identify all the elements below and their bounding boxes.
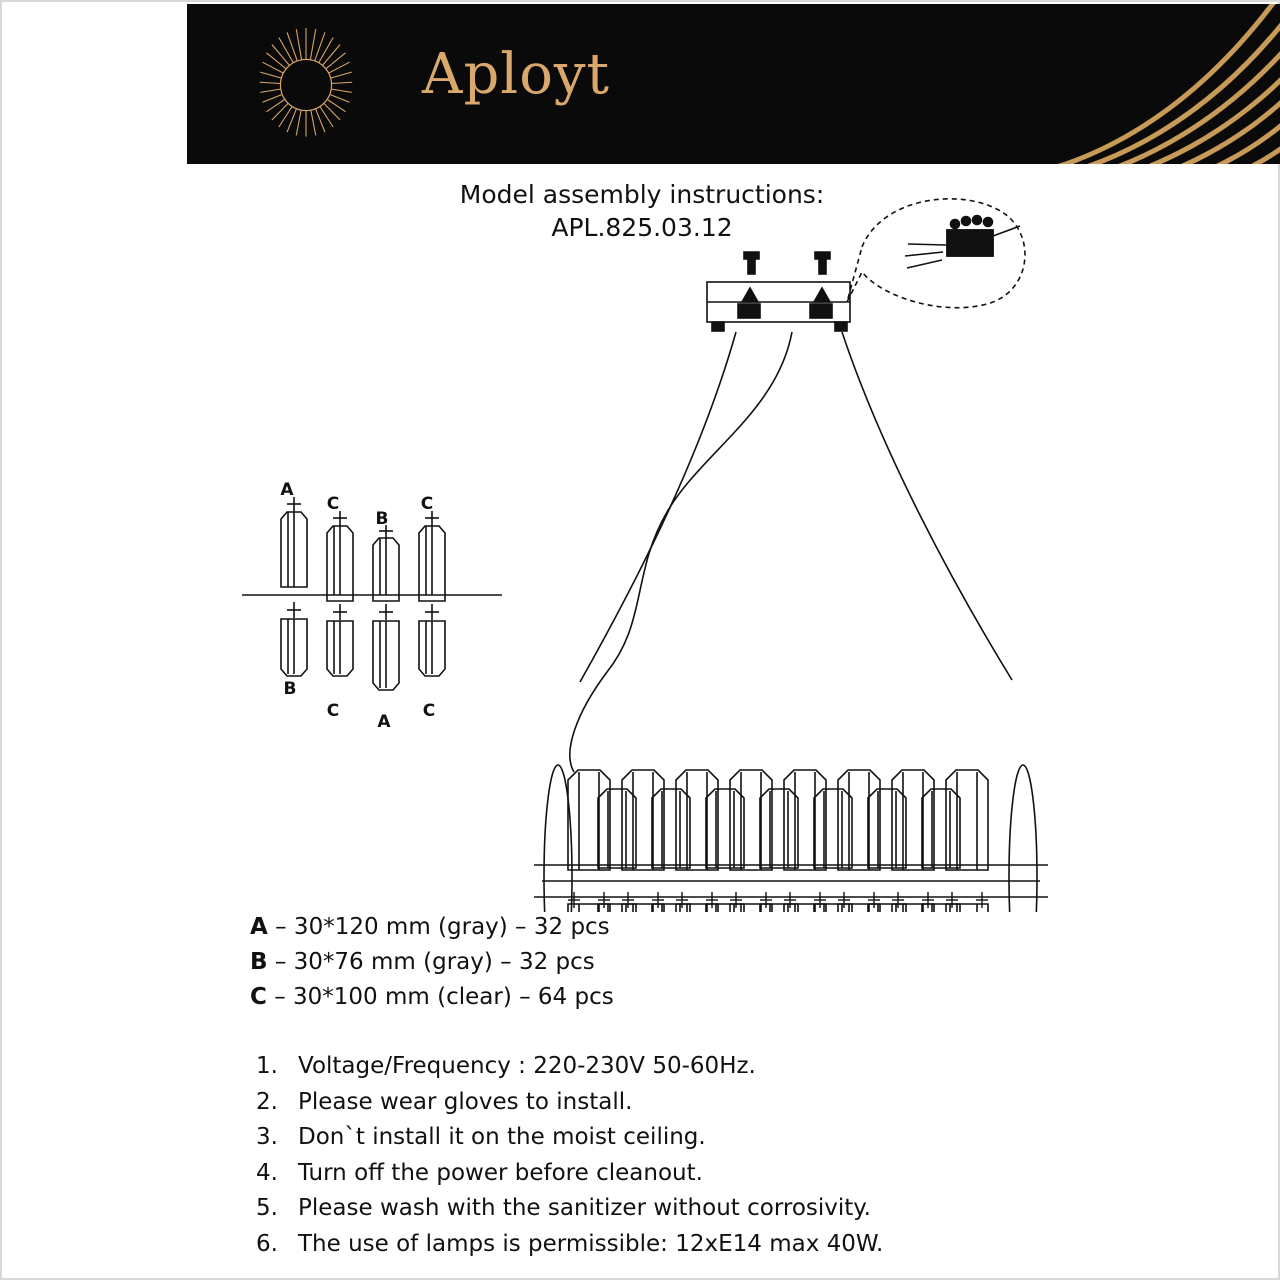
note-text: Please wash with the sanitizer without corrosivity.	[298, 1195, 871, 1222]
suspension-wire-right	[842, 332, 1012, 680]
note-text: Don`t install it on the moist ceiling.	[298, 1124, 706, 1151]
suspension-wire-left	[580, 332, 736, 682]
part-desc: – 30*76 mm (gray) – 32 pcs	[274, 948, 595, 975]
sunburst-icon	[247, 26, 365, 144]
part-key: B	[250, 948, 268, 975]
parts-row	[250, 910, 1050, 945]
chandelier-assembly	[534, 765, 1048, 912]
note-number: 6.	[256, 1230, 278, 1257]
note-item	[250, 1228, 1090, 1262]
part-key: C	[250, 983, 267, 1010]
title-line-1: Model assembly instructions:	[459, 180, 825, 209]
key-label-b-top: B	[375, 509, 389, 529]
note-text: Please wear gloves to install.	[298, 1088, 633, 1115]
safety-notes	[250, 1050, 1090, 1263]
crystal-key-exploded	[242, 497, 502, 690]
parts-row	[250, 980, 1050, 1015]
brand-banner	[187, 4, 1280, 164]
key-label-c-bottom-2: C	[422, 701, 436, 721]
note-text: Voltage/Frequency : 220-230V 50-60Hz.	[298, 1053, 756, 1079]
crystal-row-top	[568, 770, 988, 870]
title-line-2: APL.825.03.12	[551, 213, 733, 242]
note-item	[250, 1157, 1090, 1191]
note-text: Turn off the power before cleanout.	[298, 1159, 703, 1186]
note-item	[250, 1086, 1090, 1120]
key-label-c-bottom-1: C	[326, 701, 340, 721]
part-desc: – 30*120 mm (gray) – 32 pcs	[275, 914, 610, 940]
part-desc: – 30*100 mm (clear) – 64 pcs	[274, 983, 614, 1010]
key-label-b-bottom: B	[283, 679, 297, 699]
parts-list	[250, 910, 1050, 1015]
key-label-c-top-1: C	[326, 494, 340, 514]
note-number: 4.	[256, 1159, 278, 1186]
terminal-block-icon	[905, 216, 1020, 269]
power-cable	[570, 332, 792, 772]
note-text: The use of lamps is permissible: 12xE14 max 40W.	[298, 1230, 884, 1257]
brand-name: Aployt	[422, 42, 611, 107]
note-number: 1.	[256, 1053, 278, 1079]
ceiling-mount-plate	[707, 252, 850, 331]
key-label-a-bottom: A	[377, 712, 391, 732]
note-number: 2.	[256, 1088, 278, 1115]
note-number: 5.	[256, 1195, 278, 1222]
note-item	[250, 1192, 1090, 1226]
note-item	[250, 1050, 1090, 1084]
fan-rays-icon	[950, 4, 1280, 164]
part-key: A	[250, 914, 268, 940]
key-label-a-top: A	[280, 480, 294, 500]
parts-row	[250, 945, 1050, 980]
assembly-diagram	[2, 152, 1280, 912]
note-item	[250, 1121, 1090, 1155]
note-number: 3.	[256, 1124, 278, 1151]
key-label-c-top-2: C	[420, 494, 434, 514]
